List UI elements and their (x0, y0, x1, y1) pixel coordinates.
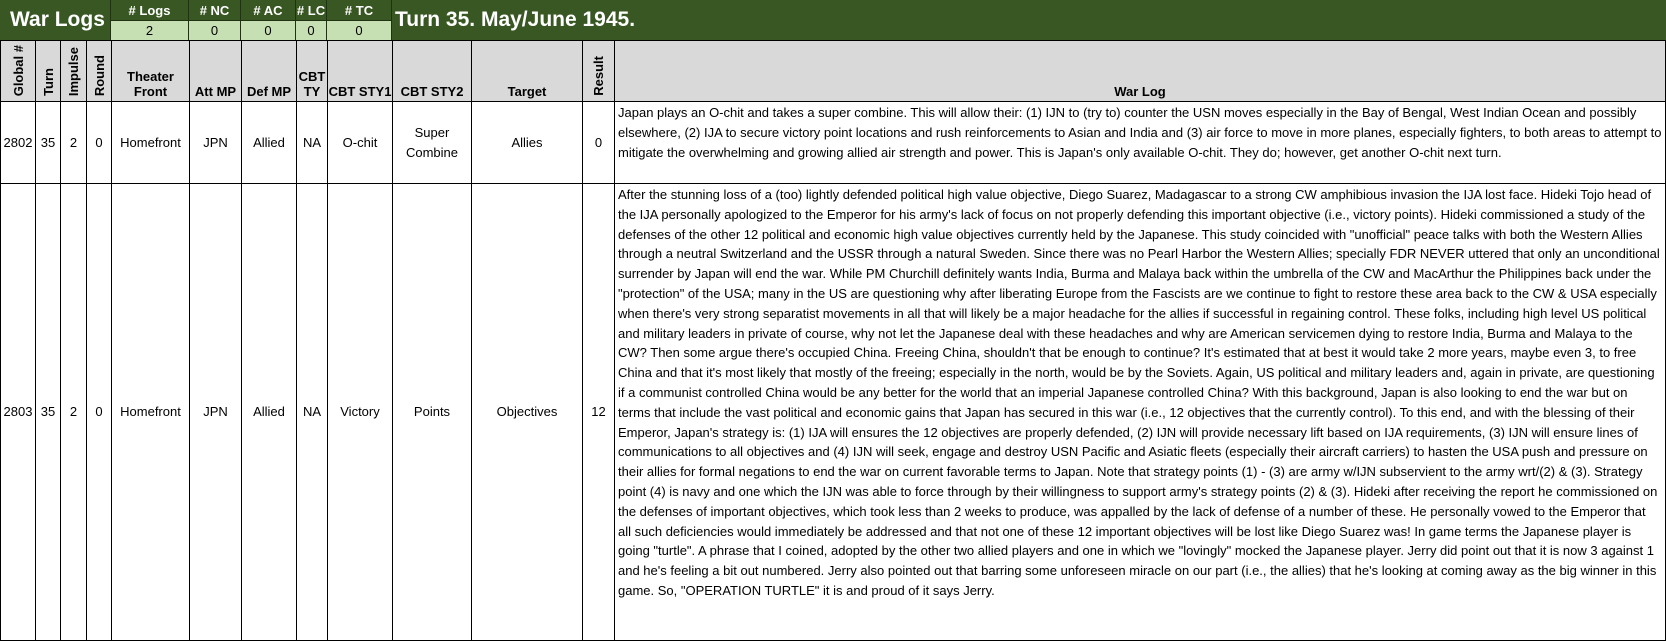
counter-ac (241, 0, 296, 40)
cell-cbt-sty2[interactable]: Points (393, 184, 472, 641)
cell-round[interactable]: 0 (87, 184, 112, 641)
war-log-table (0, 40, 1666, 641)
counter-tc-value[interactable]: 0 (327, 20, 391, 40)
col-header-round[interactable]: Round (87, 41, 112, 102)
col-header-def-mp[interactable]: Def MP (242, 41, 297, 102)
cell-theater[interactable]: Homefront (112, 102, 190, 184)
sheet-title: War Logs (0, 0, 111, 40)
table-row (1, 184, 1666, 641)
cell-def-mp[interactable]: Allied (242, 102, 297, 184)
counter-lc (296, 0, 327, 40)
counter-tc (327, 0, 392, 40)
cell-turn[interactable]: 35 (36, 184, 61, 641)
header-banner (0, 0, 1666, 40)
counter-nc-label: # NC (199, 3, 230, 18)
counter-logs-label: # Logs (128, 3, 171, 18)
col-header-result[interactable]: Result (583, 41, 615, 102)
counter-ac-label: # AC (253, 3, 283, 18)
counter-nc (189, 0, 241, 40)
counter-lc-value[interactable]: 0 (296, 20, 326, 40)
cell-war-log[interactable]: After the stunning loss of a (too) lightly defended political high value objective, Diego Suarez, Madagascar to a strong CW amphibious invasion the IJA lost face. Hideki Tojo head of the IJA personally apologized to the Emperor for his army's lack of focus on not properly defending this important objective (i.e., victory points). Hideki commissioned a study of the defenses of the other 12 political and economic high value objectives currently held by the Japanese. This study coincided with "unofficial" peace talks with both the Western Allies through a neutral Switzerland and the USSR through a natural Sweden. Since there was no Pearl Harbor the Western Allies; specially FDR NEVER uttered that only an unconditional surrender by Japan will end the war. While PM Churchill definitely wants India, Burma and Malaya back within the umbrella of the CW and MacArthur the Philippines back under the "protection" of the USA; many in the US are questioning why after liberating Europe from the Fascists are we continue to fight to restore these area back to the CW & USA especially when there's very strong separatist movements in all that will likely be a major headache for the allies if successful in regaining control. These folks, including high level US political and military leaders in private of course, why not let the Japanese deal with these headaches and why are American servicemen dying to restore India, Burma and Malaya to the CW? Then some argue there's occupied China. Freeing China, shouldn't that be enough to continue? It's estimated that at best it would take 2 more years, maybe even 3, to free China and that it's most likely that mostly of the freeing; especially in the north, would be by the Soviets. Again, US political and military leaders and, again in private, are questioning if a communist controlled China would be any better for the world that an imperial Japanese controlled China? With this background, Japan is also looking to end the war but on terms that include the vast political and economic gains that Japan has secured in this war (i.e., 12 objectives that the currently control). To this end, and with the blessing of their Emperor, Japan's strategy is: (1) IJA will ensures the 12 objectives are properly defended, (2) IJN will provide necessary lift based on IJA requirements, (3) IJN will ensure lines of communications to all objectives and (4) IJN will seek, engage and destroy USN Pacific and Asiatic fleets (especially their aircraft carriers) to hasten the USA push and pressure on their allies for formal negations to end the war on current favorable terms to Japan. Note that strategy points (1) - (3) are army w/IJN subservient to the army wrt/(2) & (3). Strategy point (4) is navy and one which the IJN was able to force through by their willingness to support army's strategy points (2) & (3). Hideki after receiving the report he commissioned on the defenses of important objectives, which took less than 2 weeks to produce, was appalled by the lack of defense of a number of these. He personally vowed to the Emperor that all such deficiencies would immediately be addressed and that not one of these 12 important objectives will be lost like Diego Suarez was! In game terms the Japanese player is going "turtle". A phrase that I coined, adopted by the other two allied players and one in which we "lovingly" mocked the Japanese player. Jerry did point out that it is now 3 against 1 and he's feeling a bit out numbered. Jerry also pointed out that barring some unforeseen miracle on our part (i.e., the allies) that he's looking at coming away as the big winner in this game. So, "OPERATION TURTLE" it is and proud of it says Jerry. (615, 184, 1666, 641)
cell-cbt-sty1[interactable]: O-chit (328, 102, 393, 184)
cell-turn[interactable]: 35 (36, 102, 61, 184)
cell-target[interactable]: Allies (472, 102, 583, 184)
cell-att-mp[interactable]: JPN (190, 184, 242, 641)
header-row (1, 41, 1666, 102)
col-header-cbt-ty[interactable]: CBT TY (297, 41, 328, 102)
cell-cbt-ty[interactable]: NA (297, 102, 328, 184)
cell-att-mp[interactable]: JPN (190, 102, 242, 184)
cell-impulse[interactable]: 2 (61, 184, 87, 641)
col-header-turn[interactable]: Turn (36, 41, 61, 102)
cell-result[interactable]: 0 (583, 102, 615, 184)
col-header-theater[interactable]: Theater Front (112, 41, 190, 102)
counter-lc-label: # LC (296, 3, 326, 18)
cell-war-log[interactable]: Japan plays an O-chit and takes a super combine. This will allow their: (1) IJN to (try to) counter the USN moves especially in the Bay of Bengal, West Indian Ocean and possibly elsewhere, (2) IJA to secure victory point locations and rush reinforcements to Asian and India and (3) air force to move in more planes, especially fighters, to both areas to attempt to mitigate the overwhelming and growing allied air strength and power. This is Japan's only available O-chit. They do; however, get another O-chit next turn. (615, 102, 1666, 184)
col-header-target[interactable]: Target (472, 41, 583, 102)
table-row (1, 102, 1666, 184)
counter-ac-value[interactable]: 0 (241, 20, 295, 40)
cell-target[interactable]: Objectives (472, 184, 583, 641)
counter-tc-label: # TC (344, 3, 374, 18)
cell-global[interactable]: 2802 (1, 102, 36, 184)
cell-impulse[interactable]: 2 (61, 102, 87, 184)
counter-logs-value[interactable]: 2 (111, 20, 188, 40)
cell-global[interactable]: 2803 (1, 184, 36, 641)
cell-cbt-ty[interactable]: NA (297, 184, 328, 641)
cell-cbt-sty2[interactable]: Super Combine (393, 102, 472, 184)
turn-title: Turn 35. May/June 1945. (395, 8, 636, 31)
cell-result[interactable]: 12 (583, 184, 615, 641)
col-header-war-log[interactable]: War Log (615, 41, 1666, 102)
counter-logs (111, 0, 189, 40)
col-header-cbt-sty1[interactable]: CBT STY1 (328, 41, 393, 102)
counter-nc-value[interactable]: 0 (189, 20, 240, 40)
cell-theater[interactable]: Homefront (112, 184, 190, 641)
cell-cbt-sty1[interactable]: Victory (328, 184, 393, 641)
col-header-global[interactable]: Global # (1, 41, 36, 102)
col-header-cbt-sty2[interactable]: CBT STY2 (393, 41, 472, 102)
cell-round[interactable]: 0 (87, 102, 112, 184)
cell-def-mp[interactable]: Allied (242, 184, 297, 641)
col-header-impulse[interactable]: Impulse (61, 41, 87, 102)
col-header-att-mp[interactable]: Att MP (190, 41, 242, 102)
